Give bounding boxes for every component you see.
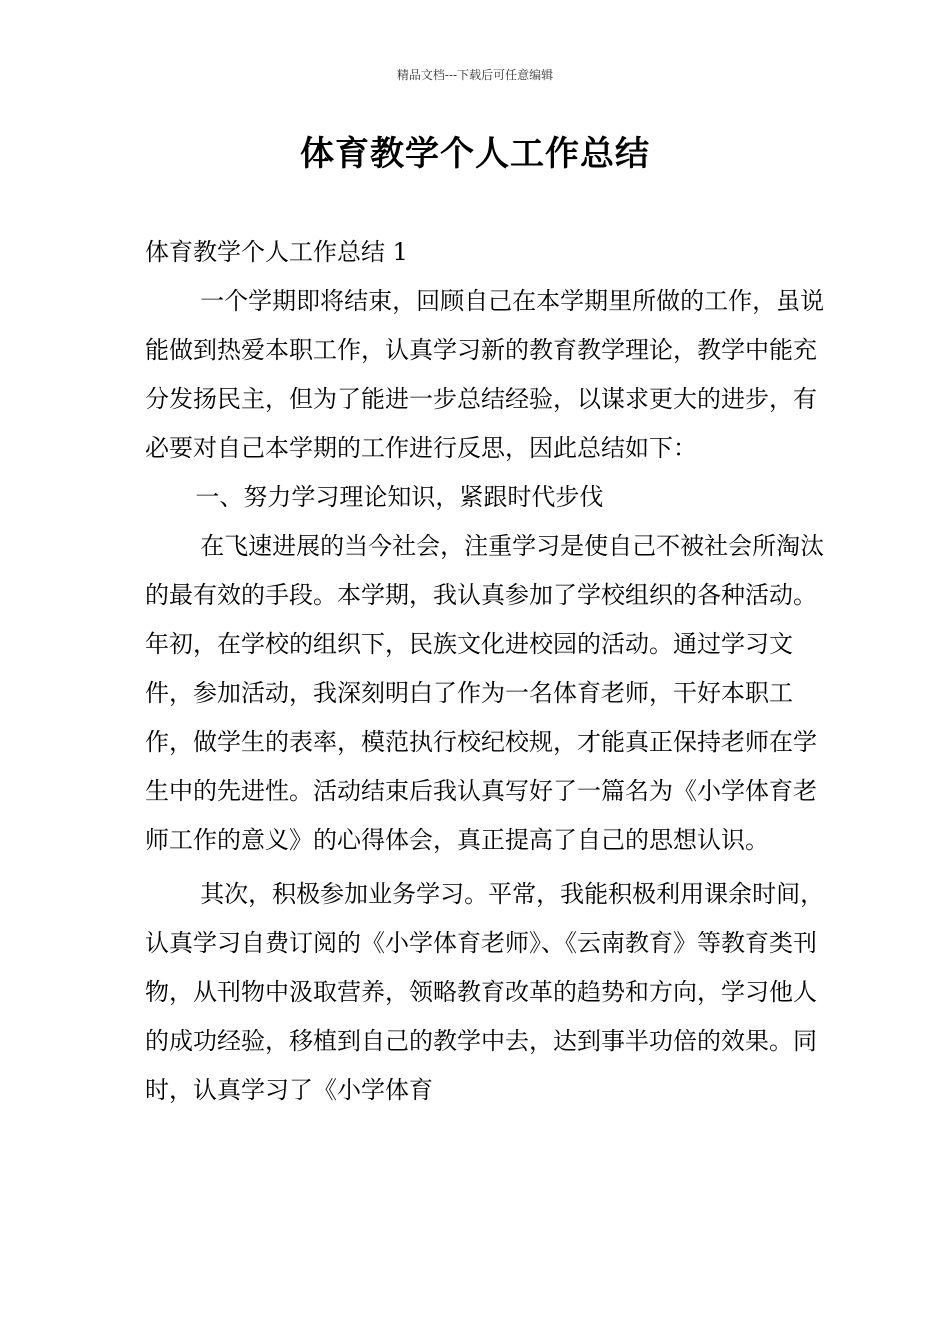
paragraph-intro: 一个学期即将结束，回顾自己在本学期里所做的工作，虽说能做到热爱本职工作，认真学习新的教育教学理论，教学中能充分发扬民主，但为了能进一步总结经验，以谋求更大的进步，有必要对自己本学期的工作进行反思，因此总结如下： [145,287,825,462]
header-note: 精品文档---下载后可任意编辑 [396,68,554,82]
paragraph-business-study: 其次，积极参加业务学习。平常，我能积极利用课余时间，认真学习自费订阅的《小学体育老师》、《云南教育》等教育类刊物，从刊物中汲取营养，领略教育改革的趋势和方向，学习他人的成功经验，移植到自己的教学中去，达到事半功倍的效果。同时，认真学习了《小学体育 [145,880,825,1104]
document-title: 体育教学个人工作总结 [300,134,650,174]
section-heading-1: 一、努力学习理论知识，紧跟时代步伐 [195,483,604,511]
document-body [145,228,825,1115]
paragraph-study: 在飞速进展的当今社会，注重学习是使自己不被社会所淘汰的最有效的手段。本学期，我认真参加了学校组织的各种活动。年初，在学校的组织下，民族文化进校园的活动。通过学习文件，参加活动，我深刻明白了作为一名体育老师，干好本职工作，做学生的表率，模范执行校纪校规，才能真正保持老师在学生中的先进性。活动结束后我认真写好了一篇名为《小学体育老师工作的意义》的心得体会，真正提高了自己的思想认识。 [145,532,825,854]
section-subtitle: 体育教学个人工作总结 1 [145,238,408,266]
